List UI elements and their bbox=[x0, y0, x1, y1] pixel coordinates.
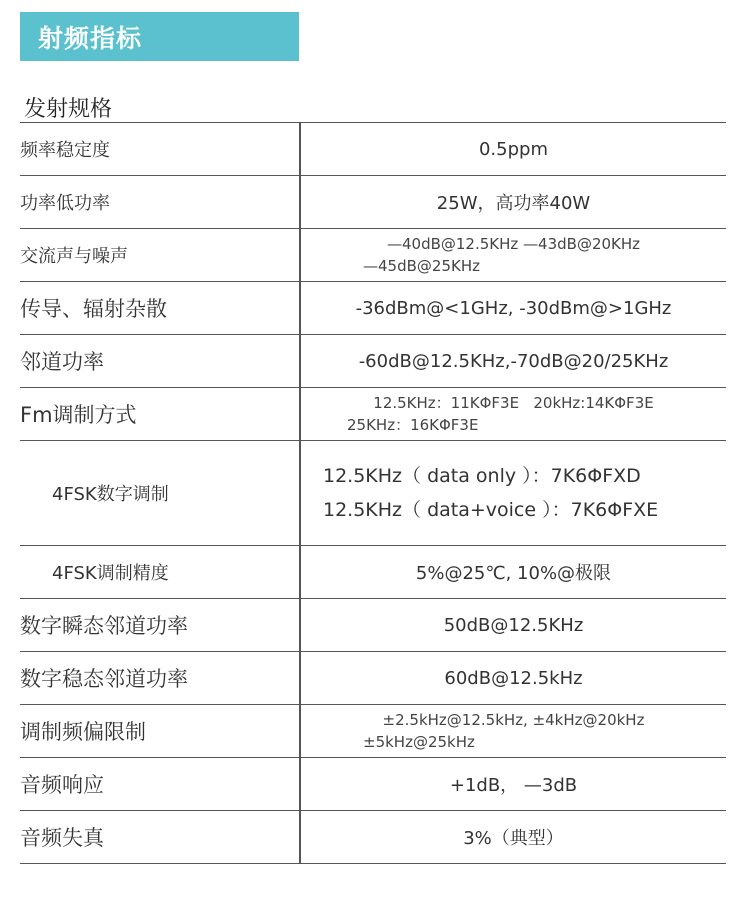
table-row bbox=[20, 282, 726, 335]
table-row bbox=[20, 388, 726, 441]
value-line: ±2.5kHz@12.5kHz, ±4kHz@20kHz bbox=[382, 711, 645, 729]
value-line: 5%@25℃, 10%@极限 bbox=[415, 563, 612, 584]
row-label: 调制频偏限制 bbox=[20, 705, 300, 758]
table-row bbox=[20, 652, 726, 705]
row-label: 传导、辐射杂散 bbox=[20, 282, 300, 335]
row-value bbox=[300, 705, 726, 758]
value-line: 50dB@12.5KHz bbox=[443, 614, 584, 636]
value-line: 25KHz：16KΦF3E bbox=[347, 416, 479, 434]
row-label: Fm调制方式 bbox=[20, 388, 300, 441]
table-row bbox=[20, 335, 726, 388]
row-label: 交流声与噪声 bbox=[20, 229, 300, 282]
row-label: 数字稳态邻道功率 bbox=[20, 652, 300, 705]
value-line: 0.5ppm bbox=[478, 138, 548, 160]
row-value bbox=[300, 441, 726, 546]
row-label: 音频响应 bbox=[20, 758, 300, 811]
table-row bbox=[20, 546, 726, 599]
row-value bbox=[300, 388, 726, 441]
table-row bbox=[20, 123, 726, 176]
table-row bbox=[20, 599, 726, 652]
table-row bbox=[20, 758, 726, 811]
value-line: —45dB@25KHz bbox=[363, 257, 480, 275]
value-line: 25W，高功率40W bbox=[436, 193, 591, 214]
row-value bbox=[300, 811, 726, 864]
section-title: 发射规格 bbox=[24, 97, 113, 122]
value-line: +1dB， —3dB bbox=[449, 775, 578, 796]
row-label: 4FSK数字调制 bbox=[20, 441, 300, 546]
row-label: 频率稳定度 bbox=[20, 123, 300, 176]
value-line: 60dB@12.5kHz bbox=[444, 667, 583, 689]
row-value bbox=[300, 123, 726, 176]
value-line: ±5kHz@25kHz bbox=[363, 733, 475, 751]
row-label: 邻道功率 bbox=[20, 335, 300, 388]
row-value bbox=[300, 758, 726, 811]
table-row bbox=[20, 229, 726, 282]
value-line: 3%（典型） bbox=[463, 828, 564, 849]
row-value bbox=[300, 599, 726, 652]
row-label: 4FSK调制精度 bbox=[20, 546, 300, 599]
page-banner-title: 射频指标 bbox=[20, 12, 299, 61]
table-row bbox=[20, 176, 726, 229]
row-label: 功率低功率 bbox=[20, 176, 300, 229]
row-value bbox=[300, 335, 726, 388]
value-line: 12.5KHz（ data+voice ）：7K6ΦFXE bbox=[323, 499, 659, 521]
value-line: -36dBm@<1GHz, -30dBm@>1GHz bbox=[355, 297, 672, 319]
value-line: 12.5KHz：11KΦF3E 20kHz:14KΦF3E bbox=[373, 394, 654, 412]
row-label: 数字瞬态邻道功率 bbox=[20, 599, 300, 652]
spec-table bbox=[20, 122, 726, 864]
value-line: —40dB@12.5KHz —43dB@20KHz bbox=[386, 235, 641, 253]
row-value bbox=[300, 546, 726, 599]
row-value bbox=[300, 176, 726, 229]
value-line: 12.5KHz（ data only ）：7K6ΦFXD bbox=[323, 465, 641, 487]
row-label: 音频失真 bbox=[20, 811, 300, 864]
value-line: -60dB@12.5KHz,-70dB@20/25KHz bbox=[358, 350, 669, 372]
row-value bbox=[300, 652, 726, 705]
table-row bbox=[20, 705, 726, 758]
row-value bbox=[300, 229, 726, 282]
row-value bbox=[300, 282, 726, 335]
table-row bbox=[20, 811, 726, 864]
table-row bbox=[20, 441, 726, 546]
